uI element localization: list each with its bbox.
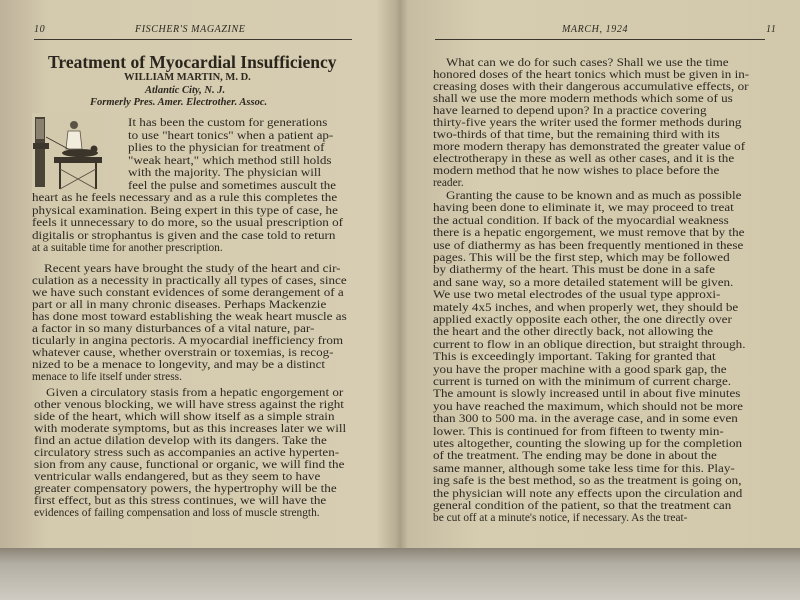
right-page-paragraph-2-line: current is turned on with the minimum of current charge. (433, 376, 732, 388)
right-page-paragraph-2-line: than 300 to 500 ma. in the average case, and in some even (433, 413, 738, 425)
right-page-paragraph-2-line: mately 4x5 inches, and when properly wet, they should be (433, 302, 739, 314)
right-page-number: 11 (766, 24, 777, 35)
right-page (400, 0, 800, 548)
right-page-paragraph-1-line: What can we do for such cases? Shall we use the time (446, 57, 729, 69)
right-page-paragraph-2-line: use of diathermy as has been frequently mentioned in these (433, 240, 744, 252)
right-page-paragraph-2-line: We use two metal electrodes of the usual type approxi- (433, 289, 721, 301)
right-header-rule (435, 39, 765, 40)
left-page-paragraph-1-line: It has been the custom for generations (128, 117, 328, 129)
left-header-rule (34, 39, 352, 40)
left-page-paragraph-2-line: Recent years have brought the study of the heart and cir- (44, 263, 341, 275)
right-page-paragraph-2-line: general condition of the patient, so that the treatment can (433, 500, 732, 512)
right-page-paragraph-2-line: current to flow in an oblique direction, but straight through. (433, 339, 746, 351)
right-page-paragraph-2-line: Granting the cause to be known and as much as possible (446, 190, 742, 202)
right-page-paragraph-1-line: thirty-five years the writer used the former methods during (433, 117, 742, 129)
left-page-paragraph-3-line: side of the heart, which will show itself as a simple strain (34, 411, 335, 423)
left-page-paragraph-2-line: a factor in so many disturbances of a vital nature, par- (32, 323, 315, 335)
right-page-paragraph-1-line: shall we use the more modern methods which some of us (433, 93, 733, 105)
article-location: Atlantic City, N. J. (145, 85, 226, 96)
right-page-paragraph-1-line: honored doses of the heart tonics which must be given in in- (433, 69, 750, 81)
left-page-paragraph-3-line: Given a circulatory stasis from a hepatic engorgement or (46, 387, 344, 399)
left-page-paragraph-1-line: to use "heart tonics" when a patient ap- (128, 130, 334, 142)
left-page-paragraph-3-line: other venous blocking, we will have stress against the right (34, 399, 344, 411)
table-surface (0, 548, 800, 600)
left-page-paragraph-3-line: first effect, but as this stress continues, we will have the (34, 495, 327, 507)
right-page-paragraph-1-line: two-thirds of that time, but the remaining third with its (433, 129, 720, 141)
article-affiliation: Formerly Pres. Amer. Electrother. Assoc. (90, 97, 268, 108)
right-page-paragraph-2-line: the physician will note any effects upon the circulation and (433, 488, 743, 500)
right-page-paragraph-2-line: and sane way, so a more detailed statement will be given. (433, 277, 734, 289)
left-page-paragraph-2-line: culation as a necessity in practically all types of cases, since (32, 275, 347, 287)
left-page-paragraph-3-line: find an actue dilation develop with its dangers. Take the (34, 435, 327, 447)
left-page-paragraph-3-line: greater compensatory powers, the hypertrophy will be the (34, 483, 337, 495)
left-running-head: FISCHER'S MAGAZINE (135, 24, 246, 35)
right-page-paragraph-2-line: The amount is slowly increased until in about five minutes (433, 388, 741, 400)
left-page-paragraph-1-line: digitalis or strophantus is given and the case told to return (32, 230, 336, 242)
right-page-paragraph-1-line: more modern therapy has demonstrated the greater value of (433, 141, 746, 153)
left-page-paragraph-1-line: plies to the physician for treatment of (128, 142, 325, 154)
right-page-paragraph-2-line: you have reached the maximum, which should not be more (433, 401, 743, 413)
left-page-paragraph-2-line: we have such constant evidences of some derangement of a (32, 287, 344, 299)
right-page-paragraph-2-line: be cut off at a minute's notice, if necessary. As the treat- (433, 512, 688, 524)
right-page-paragraph-2-line: the actual condition. If back of the myocardial weakness (433, 215, 729, 227)
right-page-paragraph-2-line: pages. This will be the first step, which may be followed (433, 252, 730, 264)
left-page-paragraph-3-line: evidences of failing compensation and loss of muscle strength. (34, 507, 320, 519)
left-page-paragraph-2-line: has done most toward establishing the weak heart muscle as (32, 311, 347, 323)
left-page-paragraph-2-line: part or all in many chronic diseases. Perhaps Mackenzie (32, 299, 327, 311)
left-page-paragraph-2-line: menace to life itself under stress. (32, 371, 182, 383)
right-page-paragraph-2-line: same manner, although some take less time for this. Play- (433, 463, 735, 475)
article-title: Treatment of Myocardial Insufficiency (48, 52, 337, 72)
left-page (0, 0, 397, 548)
left-page-paragraph-3-line: with moderate symptoms, but as this increases later we will (34, 423, 347, 435)
left-page-paragraph-2-line: nized to be a menace to longevity, and may be a distinct (32, 359, 326, 371)
right-page-paragraph-2-line: ing safe is the best method, so as the treatment is going on, (433, 475, 742, 487)
right-page-paragraph-1-line: modern method that he now wishes to place before the (433, 165, 720, 177)
right-page-paragraph-2-line: you have the proper machine with a good spark gap, the (433, 364, 727, 376)
right-page-paragraph-2-line: having been done to eliminate it, we may proceed to treat (433, 202, 734, 214)
left-page-paragraph-3-line: sion from any cause, functional or organic, we will find the (34, 459, 345, 471)
right-page-paragraph-1-line: have learned to depend upon? In a practice covering (433, 105, 707, 117)
right-page-paragraph-1-line: electrotherapy in these as well as other cases, and it is the (433, 153, 735, 165)
left-page-paragraph-1-line: at a suitable time for another prescription. (32, 242, 223, 254)
left-page-paragraph-1-line: feels it unnecessary to do more, so the usual prescription of (32, 217, 344, 229)
article-author: WILLIAM MARTIN, M. D. (124, 72, 251, 83)
right-page-paragraph-2-line: utes altogether, counting the slowing up for the completion (433, 438, 743, 450)
right-page-paragraph-2-line: of the treatment. The ending may be done in about the (433, 450, 717, 462)
left-page-paragraph-1-line: with the majority. The physician will (128, 167, 322, 179)
left-page-paragraph-2-line: whatever cause, whether overstrain or toxemias, is recog- (32, 347, 334, 359)
left-page-number: 10 (34, 24, 46, 35)
right-page-paragraph-1-line: reader. (433, 177, 464, 189)
left-page-paragraph-1-line: feel the pulse and sometimes auscult the (128, 180, 336, 192)
left-page-paragraph-1-line: physical examination. Being expert in this type of case, he (32, 205, 338, 217)
left-page-paragraph-2-line: ticularly in angina pectoris. A myocardial inefficiency from (32, 335, 344, 347)
right-page-paragraph-2-line: by diathermy of the heart. This must be done in a safe (433, 264, 716, 276)
right-page-paragraph-2-line: This is exceedingly important. Taking for granted that (433, 351, 716, 363)
right-page-paragraph-2-line: there is a hepatic engorgement, we must remove that by the (433, 227, 745, 239)
right-page-paragraph-2-line: the heart and the other directly back, not allowing the (433, 326, 714, 338)
right-page-paragraph-2-line: lower. This is continued for from fifteen to twenty min- (433, 426, 724, 438)
left-page-paragraph-3-line: circulatory stress such as accompanies an active hyperten- (34, 447, 340, 459)
left-page-paragraph-1-line: heart as he feels necessary and as a rule this completes the (32, 192, 338, 204)
left-page-paragraph-1-line: "weak heart," which method still holds (128, 155, 332, 167)
left-page-paragraph-3-line: ventricular walls endangered, but as they seem to have (34, 471, 321, 483)
right-page-paragraph-1-line: creasing doses with their dangerous accumulative effects, or (433, 81, 749, 93)
right-page-paragraph-2-line: applied exactly opposite each other, the one directly over (433, 314, 732, 326)
right-running-head: MARCH, 1924 (562, 24, 629, 35)
treatment-illustration (32, 113, 104, 193)
